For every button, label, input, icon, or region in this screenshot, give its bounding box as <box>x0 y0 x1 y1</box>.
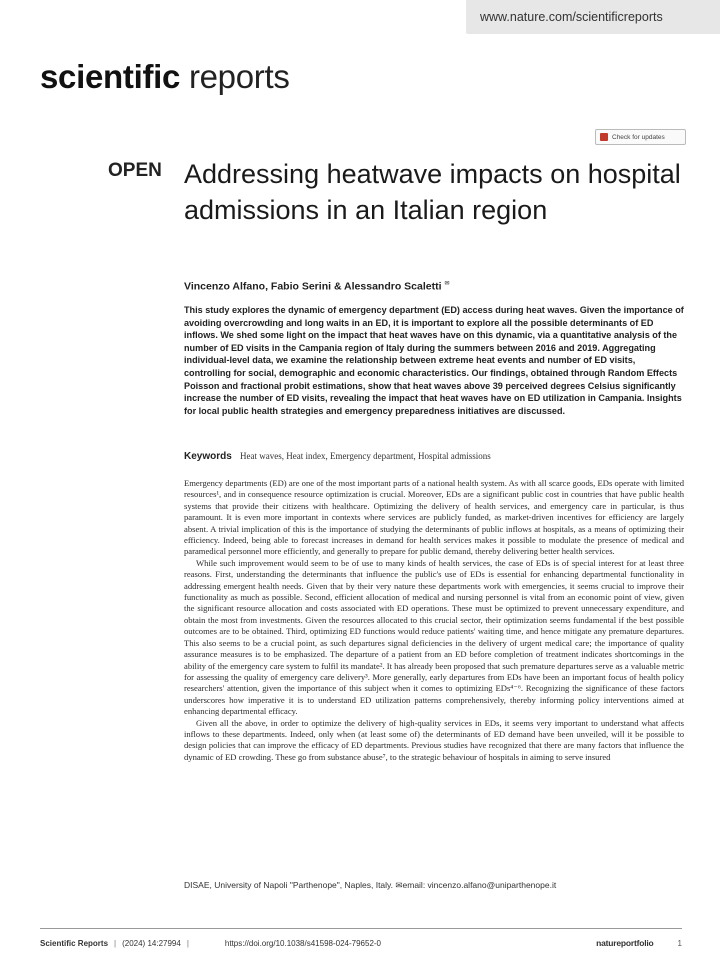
page-footer <box>40 938 682 948</box>
footer-journal: Scientific Reports <box>40 938 109 948</box>
body-paragraph: Given all the above, in order to optimize the delivery of high-quality services in EDs, it seems very important to understand what affects inflows to these departments. Indeed, only when (at least some of) the determinants of ED demand have been unveiled, will it be possible to design policies that can improve the efficacy of ED departments. Previous studies have recognized that there are many factors that influence the dynamic of ED crowding. These go from substance abuse⁷, to the strategic behaviour of hospitals in aiming to serve insured <box>184 717 684 762</box>
body-paragraph: While such improvement would seem to be of use to many kinds of health services, the case of EDs is of special interest for at least three reasons. First, understanding the determinants that influence the public's use of EDs is essential for enhancing departmental functionality in addressing emergent health needs. Given that by their very nature these departments work with emergencies, it seems crucial to improve their functionality as much as possible. Second, efficient allocation of medical and nursing personnel is vital from an economic point of view, given the significant resource allocation and costs associated with ED operations. These must be optimized to prevent unnecessary expenditure, and obtain the most from investments. Given the resources allocated to this crucial sector, their optimization seems fundamental if the best possible outcomes are to be obtained. Third, optimizing ED functions would reduce patients' waiting time, and hence mitigate any premature departures. This also seems to be a crucial point, as such departures signal deficiencies in the delivery of urgent medical care; the importance of quality assurance measures is to be emphasized. The departure of a patient from an ED before completion of treatment indicates shortcomings in the ability of the emergency care system to fulfil its mandate². It has already been proposed that such premature departures serve as a valuable metric for assessing the quality of emergency care delivery³. More generally, early departures from EDs have been an important focus of health policy researchers' attention, given the importance of this subject when it comes to optimizing EDs⁴⁻⁶. Recognizing the significance of these factors underscores how imperative it is to understand ED utilization patterns comprehensively, thereby informing policy interventions aimed at enhancing departmental efficacy. <box>184 557 684 717</box>
article-body <box>184 478 684 763</box>
check-updates-label: Check for updates <box>612 133 665 141</box>
footer-citation: (2024) 14:27994 <box>122 938 181 948</box>
check-for-updates-button[interactable] <box>595 129 686 145</box>
publisher-logo: natureportfolio <box>596 938 654 948</box>
keywords-list: Heat waves, Heat index, Emergency department, Hospital admissions <box>240 451 491 461</box>
author-names[interactable]: Vincenzo Alfano, Fabio Serini & Alessandro Scaletti <box>184 280 442 293</box>
author-list <box>184 280 449 293</box>
journal-logo <box>40 58 290 96</box>
open-access-label: OPEN <box>108 160 162 181</box>
journal-logo-bold: scientific <box>40 58 181 95</box>
page-number: 1 <box>677 938 682 948</box>
keywords-label: Keywords <box>184 451 232 462</box>
footer-divider <box>40 928 682 929</box>
check-updates-icon <box>600 133 608 141</box>
keywords <box>184 451 684 462</box>
body-paragraph: Emergency departments (ED) are one of the most important parts of a national health system. As with all scarce goods, EDs operate with limited resources¹, and in consequence resource optimization is crucial. Moreover, EDs are a significant public cost in countries that have public health systems that provide their citizens with healthcare. Optimizing the delivery of health services, and emergency care in particular, is thus paramount. It is even more important in contexts where services are publicly funded, as market-driven incentives for efficiency are largely absent. A trivial implication of this is the importance of studying the determinants of public inflows at hospitals, as a means of optimizing their efficiency. Indeed, being able to forecast increases in demand for health services makes it possible to modulate the presence of medical and paramedical personnel more efficiently, and generally to prepare for public demand, thereby delivering better health services. <box>184 478 684 557</box>
author-affiliation: DISAE, University of Napoli "Parthenope", Naples, Italy. ✉email: vincenzo.alfano@uniparthenope.it <box>184 880 557 890</box>
footer-doi-link[interactable]: https://doi.org/10.1038/s41598-024-79652-0 <box>224 938 382 948</box>
article-title: Addressing heatwave impacts on hospital admissions in an Italian region <box>184 159 681 225</box>
footer-separator: | <box>186 938 189 948</box>
footer-separator: | <box>114 938 117 948</box>
journal-logo-light: reports <box>188 58 290 95</box>
email-icon[interactable]: ✉ <box>444 281 450 287</box>
abstract: This study explores the dynamic of emergency department (ED) access during heat waves. Given the importance of avoiding overcrowding and long waits in an ED, it is important to explore all the possible determinants of ED inflows. We shed some light on the impact that heat waves have on this dynamic, via a quantitative analysis of the number of ED visits in the Campania region of Italy during the summers between 2016 and 2019. Aggregating individual-level data, we examine the relationship between extreme heat events and number of ED visits, controlling for social, demographic and economic characteristics. Our findings, obtained through Random Effects Poisson and fractional probit estimations, show that heat waves above 39 perceived degrees Celsius significantly increase the number of ED visits, revealing the impact that heat waves have on ED utilization in Campania. Insights for local public health strategies and emergency preparedness initiatives are discussed. <box>184 305 684 416</box>
journal-url-tab[interactable] <box>466 0 720 34</box>
journal-url[interactable]: www.nature.com/scientificreports <box>480 10 663 24</box>
